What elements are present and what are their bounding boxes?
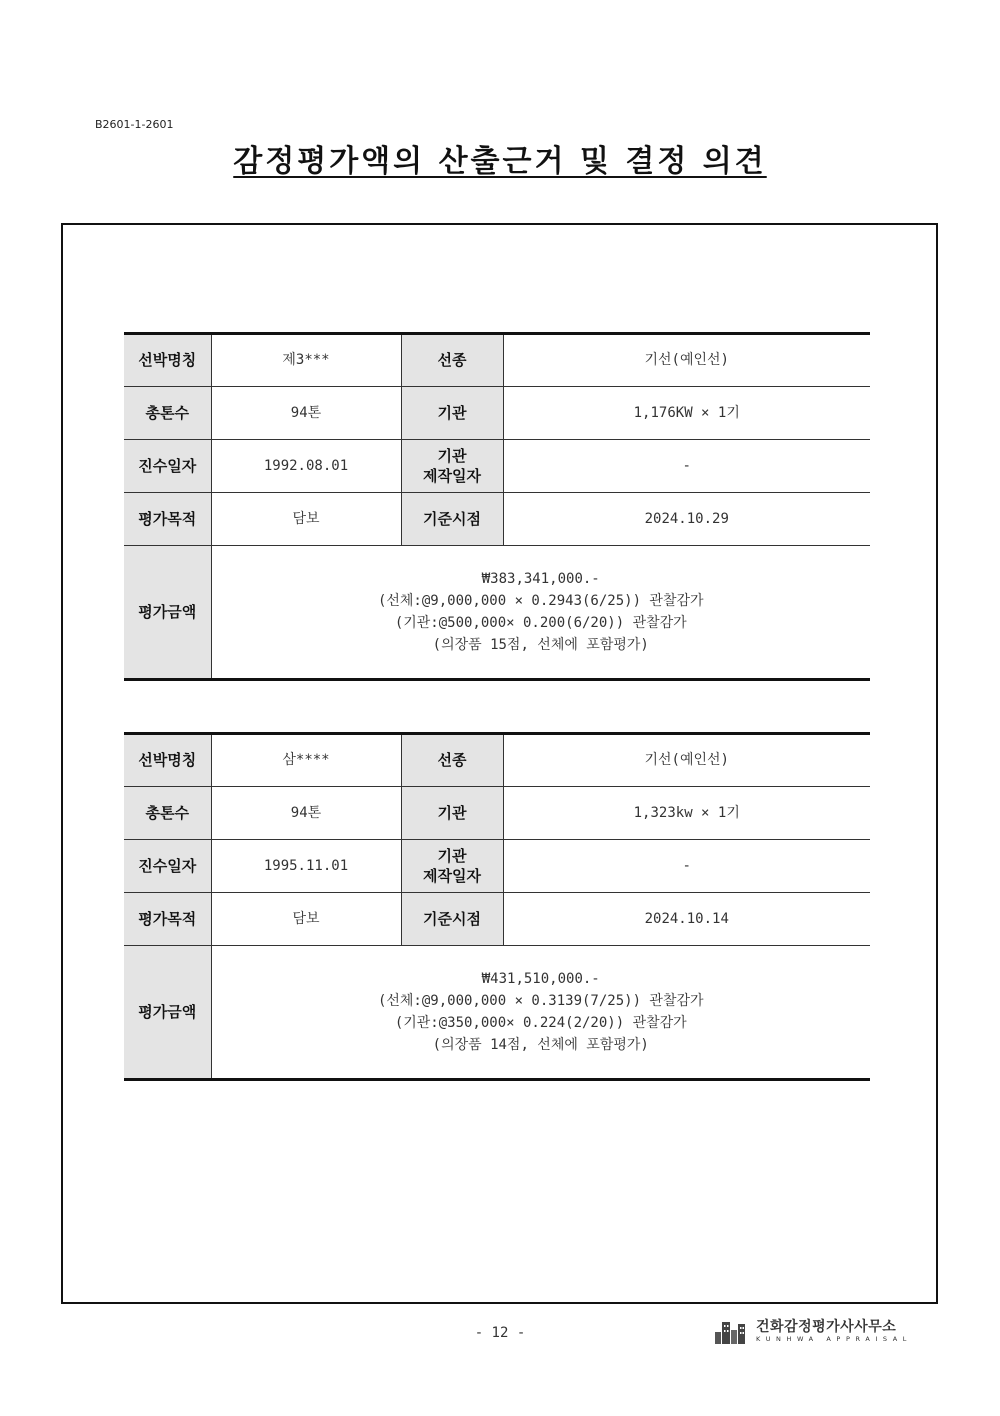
logo-english-text: KUNHWA APPRAISAL	[756, 1335, 912, 1343]
logo-korean-text: 건화감정평가사사무소	[756, 1319, 897, 1335]
engine-date-label-line2: 제작일자	[423, 467, 481, 485]
amount-equipment-note: (의장품 14점, 선체에 포함평가)	[432, 1037, 649, 1053]
building-logo-icon	[714, 1318, 750, 1344]
engine-date-value: -	[503, 440, 870, 493]
amount-total: ₩383,341,000.-	[481, 571, 600, 587]
table-row	[124, 946, 870, 1080]
launch-date-value: 1995.11.01	[211, 840, 401, 893]
purpose-value: 담보	[211, 893, 401, 946]
ship-name-value: 삼****	[211, 734, 401, 787]
launch-date-label: 진수일자	[124, 840, 211, 893]
amount-value	[211, 546, 870, 680]
engine-date-label-line1: 기관	[437, 446, 467, 465]
ship-type-value: 기선(예인선)	[503, 734, 870, 787]
table-row	[124, 334, 870, 387]
ship-table-1	[124, 332, 870, 681]
amount-hull-detail: (선체:@9,000,000 × 0.3139(7/25)) 관찰감가	[377, 993, 704, 1009]
ship-type-value: 기선(예인선)	[503, 334, 870, 387]
tonnage-label: 총톤수	[124, 387, 211, 440]
purpose-label: 평가목적	[124, 893, 211, 946]
table-row	[124, 493, 870, 546]
base-date-value: 2024.10.29	[503, 493, 870, 546]
launch-date-value: 1992.08.01	[211, 440, 401, 493]
ship-name-label: 선박명칭	[124, 734, 211, 787]
page-number: - 12 -	[474, 1325, 526, 1341]
purpose-value: 담보	[211, 493, 401, 546]
engine-date-value: -	[503, 840, 870, 893]
engine-date-label	[401, 440, 503, 493]
amount-total: ₩431,510,000.-	[481, 971, 600, 987]
table-row	[124, 893, 870, 946]
ship-type-label: 선종	[401, 734, 503, 787]
engine-label: 기관	[401, 387, 503, 440]
amount-equipment-note: (의장품 15점, 선체에 포함평가)	[432, 637, 649, 653]
base-date-label: 기준시점	[401, 893, 503, 946]
ship-name-value: 제3***	[211, 334, 401, 387]
ship-type-label: 선종	[401, 334, 503, 387]
table-row	[124, 440, 870, 493]
purpose-label: 평가목적	[124, 493, 211, 546]
amount-engine-detail: (기관:@350,000× 0.224(2/20)) 관찰감가	[394, 1015, 687, 1031]
amount-engine-detail: (기관:@500,000× 0.200(6/20)) 관찰감가	[394, 615, 687, 631]
company-logo	[714, 1316, 912, 1346]
launch-date-label: 진수일자	[124, 440, 211, 493]
table-row	[124, 734, 870, 787]
table-row	[124, 546, 870, 680]
table-row	[124, 840, 870, 893]
amount-label: 평가금액	[124, 946, 211, 1080]
page-title-text: 감정평가액의 산출근거 및 결정 의견	[233, 144, 767, 179]
amount-value	[211, 946, 870, 1080]
tonnage-value: 94톤	[211, 387, 401, 440]
engine-date-label	[401, 840, 503, 893]
engine-label: 기관	[401, 787, 503, 840]
table-row	[124, 387, 870, 440]
base-date-label: 기준시점	[401, 493, 503, 546]
ship-name-label: 선박명칭	[124, 334, 211, 387]
document-code: B2601-1-2601	[95, 118, 174, 131]
ship-table-2	[124, 732, 870, 1081]
amount-hull-detail: (선체:@9,000,000 × 0.2943(6/25)) 관찰감가	[377, 593, 704, 609]
engine-date-label-line1: 기관	[437, 846, 467, 865]
tonnage-label: 총톤수	[124, 787, 211, 840]
base-date-value: 2024.10.14	[503, 893, 870, 946]
engine-value: 1,176KW × 1기	[503, 387, 870, 440]
engine-value: 1,323kw × 1기	[503, 787, 870, 840]
amount-label: 평가금액	[124, 546, 211, 680]
page-title	[0, 136, 1000, 180]
table-row	[124, 787, 870, 840]
engine-date-label-line2: 제작일자	[423, 867, 481, 885]
tonnage-value: 94톤	[211, 787, 401, 840]
